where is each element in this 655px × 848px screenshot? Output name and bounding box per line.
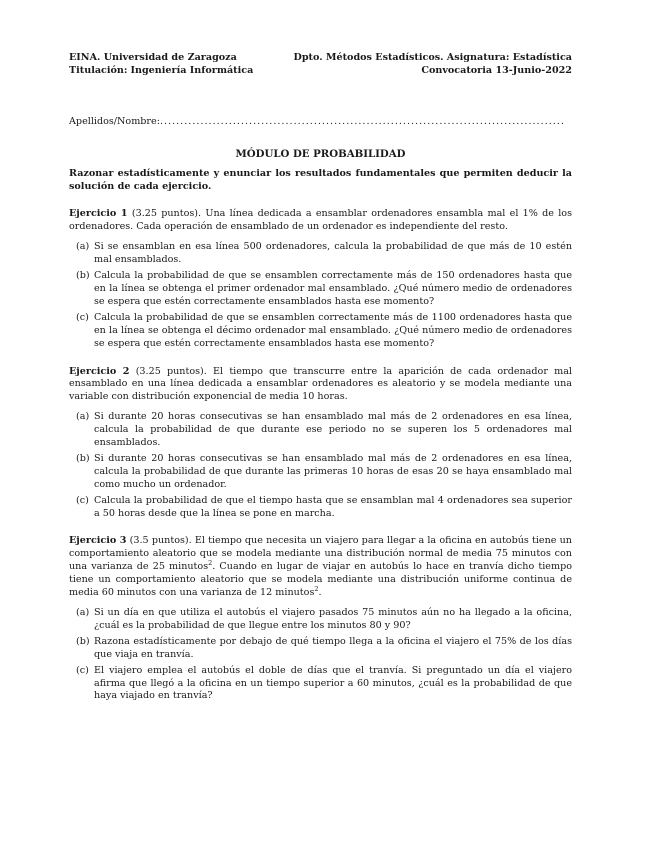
name-field-label: Apellidos/Nombre:	[69, 115, 160, 127]
exercise-1-statement: Una línea dedicada a ensamblar ordenadores ensambla mal el 1% de los ordenadores. Cada operación de ensamblado de un ordenador es independiente del resto.	[69, 208, 573, 233]
exam-header	[69, 52, 572, 78]
exercise-2-item-c	[69, 495, 572, 521]
exercise-2-item-a	[69, 411, 572, 450]
exercise-3-items	[69, 607, 572, 703]
exercise-1-title: Ejercicio 1	[69, 208, 128, 220]
department-subject: Dpto. Métodos Estadísticos. Asignatura: Estadística	[293, 52, 572, 63]
exercise-3-points: (3.5 puntos).	[129, 535, 192, 547]
exercise-1-item-a	[69, 241, 572, 267]
item-text: Calcula la probabilidad de que el tiempo hasta que se ensamblan mal 4 ordenadores sea superior a 50 horas desde que la línea se pone en marcha.	[94, 494, 572, 519]
exercise-1-items	[69, 241, 572, 350]
item-label: (c)	[76, 664, 89, 676]
exercise-3-item-c	[69, 665, 572, 704]
exercise-3-statement-part2: . Cuando en lugar de viajar en autobús lo hace en tranvía dicho tiempo tiene un comportamiento aleatorio que se modela mediante una distribución uniforme continua de media 60 minutos con una varianza de 12 minutos	[69, 561, 572, 599]
item-label: (a)	[76, 411, 90, 423]
item-label: (c)	[76, 311, 89, 323]
item-label: (b)	[76, 635, 90, 647]
university-name: EINA. Universidad de Zaragoza	[69, 52, 237, 63]
item-text: Si durante 20 horas consecutivas se han ensamblado mal más de 2 ordenadores en esa línea, calcula la probabilidad de que durante las primeras 10 horas de esas 20 se haya ensamblado mal como mucho un ordenador.	[94, 452, 572, 490]
exercise-2-points: (3.25 puntos).	[135, 365, 207, 377]
exercise-3-item-a	[69, 607, 572, 633]
exercise-3	[69, 535, 572, 600]
exercise-1-item-c	[69, 312, 572, 351]
item-text: Calcula la probabilidad de que se ensamblen correctamente más de 150 ordenadores hasta que en la línea se obtenga el primer ordenador mal ensamblado. ¿Qué número medio de ordenadores se espera que estén correctamente ensamblados hasta ese momento?	[94, 270, 572, 307]
exercise-2-statement: El tiempo que transcurre entre la aparición de cada ordenador mal ensamblado en una línea dedicada a ensamblar ordenadores es aleatorio y se modela mediante una variable con distribución exponencial de media 10 horas.	[69, 365, 572, 403]
module-title: MÓDULO DE PROBABILIDAD	[235, 147, 406, 160]
exercise-3-superscript-2: 2	[314, 584, 319, 593]
exercise-3-superscript-1: 2	[208, 559, 213, 568]
exercise-1-item-b	[69, 270, 572, 309]
degree-line	[69, 65, 253, 78]
exercise-3-item-b	[69, 636, 572, 662]
item-label: (b)	[76, 452, 90, 464]
exercise-2-items	[69, 411, 572, 520]
exercise-1	[69, 208, 572, 234]
exercise-1-points: (3.25 puntos).	[131, 208, 202, 220]
item-text: Si un día en que utiliza el autobús el viajero pasados 75 minutos aún no ha llegado a la oficina, ¿cuál es la probabilidad de que llegue entre los minutos 80 y 90?	[94, 607, 572, 631]
degree-value: Ingeniería Informática	[130, 64, 254, 76]
name-field[interactable]	[69, 116, 572, 129]
exam-date: Convocatoria 13-Junio-2022	[421, 64, 572, 76]
item-label: (b)	[76, 270, 90, 282]
name-field-dots: ....................................................................................................	[159, 115, 565, 127]
exercise-2	[69, 366, 572, 405]
item-label: (a)	[76, 241, 90, 253]
item-text: Calcula la probabilidad de que se ensamblen correctamente más de 1100 ordenadores hasta que en la línea se obtenga el décimo ordenador mal ensamblado. ¿Qué número medio de ordenadores se espera que estén correctamente ensamblados hasta ese momento?	[94, 311, 572, 349]
exercise-3-title: Ejercicio 3	[69, 535, 127, 547]
item-text: Si se ensamblan en esa línea 500 ordenadores, calcula la probabilidad de que más de 10 estén mal ensamblados.	[94, 241, 572, 266]
header-right	[294, 52, 572, 78]
item-text: Razona estadísticamente por debajo de qué tiempo llega a la oficina el viajero el 75% de los días que viaja en tranvía.	[94, 635, 572, 660]
instructions: Razonar estadísticamente y enunciar los resultados fundamentales que permiten deducir la solución de cada ejercicio.	[69, 167, 572, 192]
exam-page	[69, 52, 572, 706]
exercise-3-statement-part1: El tiempo que necesita un viajero para llegar a la oficina en autobús tiene un comportamiento aleatorio que se modela mediante una distribución normal de media 75 minutos con una varianza de 25 minutos	[69, 535, 572, 573]
item-label: (c)	[76, 494, 89, 506]
item-label: (a)	[76, 607, 90, 618]
degree-label: Titulación:	[69, 64, 128, 76]
exercise-2-item-b	[69, 453, 572, 492]
header-left	[69, 52, 253, 78]
item-text: El viajero emplea el autobús el doble de días que el tranvía. Si preguntado un día el viajero afirma que llegó a la oficina en un tiempo superior a 60 minutos, ¿cuál es la probabilidad de que haya viajado en tranvía?	[94, 664, 572, 702]
item-text: Si durante 20 horas consecutivas se han ensamblado mal más de 2 ordenadores en esa línea, calcula la probabilidad de que durante ese periodo no se superen los 5 ordenadores mal ensamblados.	[94, 411, 572, 449]
exercise-2-title: Ejercicio 2	[69, 365, 130, 377]
exercise-3-statement-part3: .	[318, 587, 322, 599]
